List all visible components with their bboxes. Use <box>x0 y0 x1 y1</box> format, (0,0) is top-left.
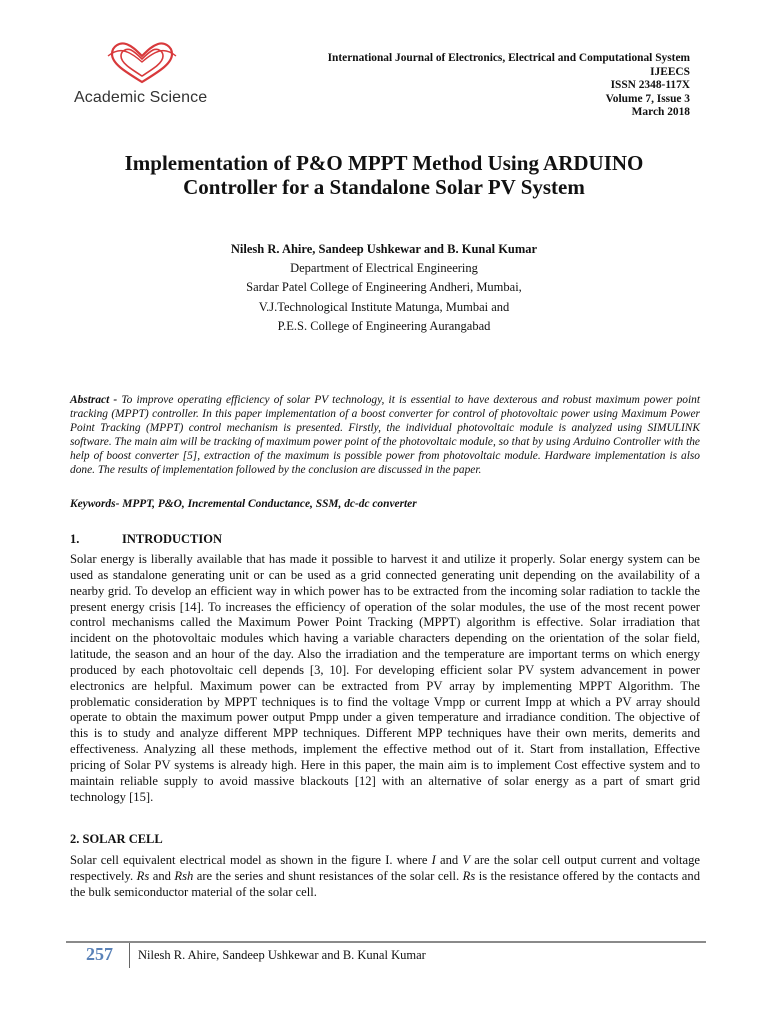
text-run: and <box>149 868 175 883</box>
section-title: INTRODUCTION <box>122 532 223 546</box>
title-line-1: Implementation of P&O MPPT Method Using ARDUINO <box>124 151 644 175</box>
footer-authors: Nilesh R. Ahire, Sandeep Ushkewar and B. Kunal Kumar <box>138 948 426 962</box>
introduction-paragraph: Solar energy is liberally available that has made it possible to harvest it and utilize it properly. Solar energy system can be used as standalone generating unit or can be used as a grid connected generating unit depending on the availability of a nearby grid. To develop an efficient way in which power has to be extracted from the incoming solar radiation to tackle the present energy crisis [14]. To increases the efficiency of operation of the solar modules, the use of the most recent power control mechanisms called the Maximum Power Point Tracking (MPPT) algorithm is effective. Solar irradiation that incident on the photovoltaic modules which having a variable characters depending on the orientation of the solar field, latitude, the season and an hour of the day. Also the irradiation and the temperature are important terms on which energy produced by each photovoltaic cell depends [3, 10]. For developing efficient solar PV system advancement in power electronics are helpful. Maximum power can be extracted from PV array by implementing MPPT Algorithm. The problematic consideration by MPPT techniques is to find the voltage Vmpp or current Impp at which a PV array should operate to obtain the maximum power output Pmpp under a given temperature and irradiance condition. The objective of this is to study and analyze different MPP techniques. Different MPP techniques have their own merits, demerits and effectiveness. Analyzing all these methods, implement the effective method out of it. Start from installation, Effective pricing of Solar PV systems is already high. Here in this paper, the main aim is to implement Cost effective system and to maintain reliable supply to avoid massive blackouts [12] with an alternative of solar energy as a part of smart grid technology [15]. <box>70 552 700 804</box>
section-heading-solar-cell: 2. SOLAR CELL <box>70 832 163 846</box>
section-number: 1. <box>70 532 80 546</box>
abstract-label: Abstract - <box>70 394 118 406</box>
page-number: 257 <box>86 944 113 964</box>
author-names: Nilesh R. Ahire, Sandeep Ushkewar and B. Kunal Kumar <box>230 242 538 256</box>
affiliation-line: P.E.S. College of Engineering Aurangabad <box>277 318 491 333</box>
publisher-logo <box>66 40 216 115</box>
variable-rsh: Rsh <box>174 868 194 883</box>
paper-title <box>0 151 768 199</box>
abstract <box>70 393 700 478</box>
heart-logo-icon <box>106 40 178 86</box>
variable-rs: Rs <box>136 868 150 883</box>
section-heading-introduction <box>70 532 222 547</box>
author-block <box>0 240 768 336</box>
keywords: Keywords- MPPT, P&O, Incremental Conductance, SSM, dc-dc converter <box>70 498 417 510</box>
title-line-2: Controller for a Standalone Solar PV System <box>183 175 585 199</box>
affiliation-line: Department of Electrical Engineering <box>290 261 478 276</box>
affiliation-line: Sardar Patel College of Engineering Andheri, Mumbai, <box>246 280 522 295</box>
text-run: are the solar cell output current and voltage respectively. <box>70 853 700 883</box>
variable-i: I <box>431 853 436 867</box>
footer-divider <box>129 943 130 968</box>
journal-date: March 2018 <box>631 106 690 119</box>
journal-header <box>328 52 690 120</box>
text-run: and <box>435 853 463 867</box>
text-run: Solar cell equivalent electrical model as shown in the figure I. where <box>70 853 432 867</box>
journal-issn: ISSN 2348-117X <box>610 79 690 92</box>
abstract-text: To improve operating efficiency of solar PV technology, it is essential to have dexterous and robust maximum power point tracking (MPPT) controller. In this paper implementation of a boost converter for control of photovoltaic power using Maximum Power Point Tracking (MPPT) control mechanism is presented. Firstly, the individual photovoltaic module is analyzed using SIMULINK software. The main aim will be tracking of maximum power point of the photovoltaic module, so that by using Arduino Controller with the help of boost converter [5], extraction of the maximum is possible power from photovoltaic module. Hardware implementation is also done. The results of implementation followed by the conclusion are discussed in the paper. <box>70 394 700 477</box>
logo-text: Academic Science <box>74 89 208 106</box>
solar-cell-paragraph <box>70 853 700 901</box>
footer-rule <box>66 941 706 943</box>
journal-volume: Volume 7, Issue 3 <box>605 92 690 105</box>
affiliation-line: V.J.Technological Institute Matunga, Mumbai and <box>258 299 510 314</box>
variable-rs: Rs <box>462 868 476 883</box>
variable-v: V <box>462 853 471 867</box>
journal-name: International Journal of Electronics, Electrical and Computational System <box>327 52 690 64</box>
journal-abbrev: IJEECS <box>650 65 690 78</box>
text-run: are the series and shunt resistances of the solar cell. <box>193 868 463 883</box>
text-run: is the resistance offered by the contacts and the bulk semiconductor material of the solar cell. <box>70 868 700 899</box>
